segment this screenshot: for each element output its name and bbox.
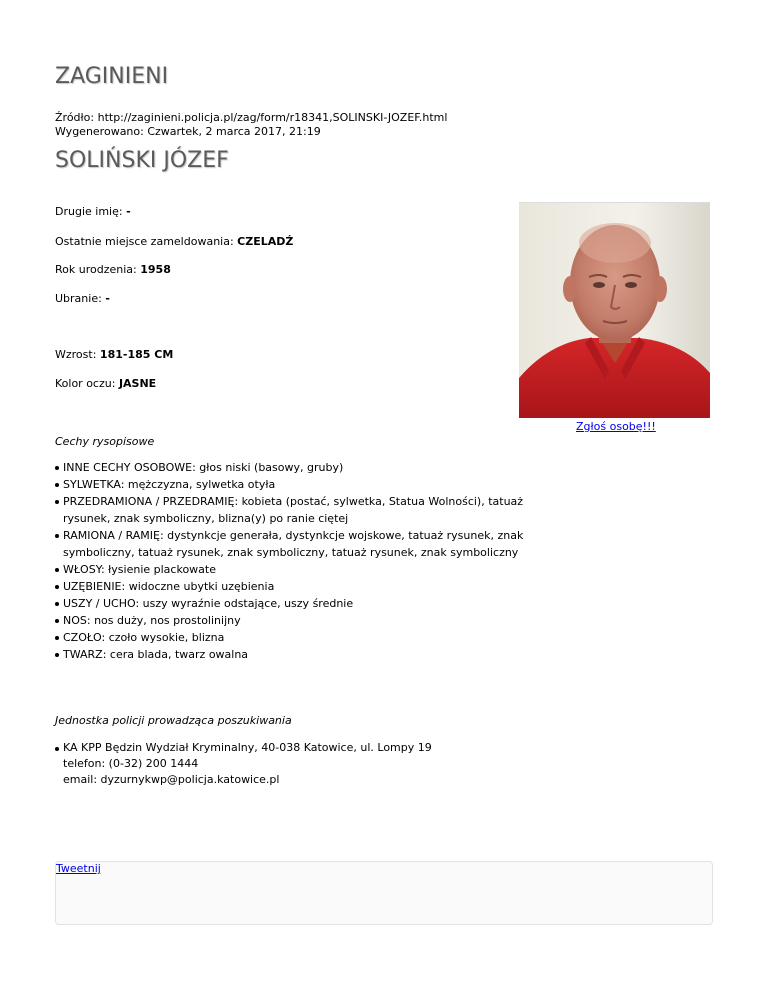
field-birth-year	[55, 263, 171, 276]
generated-line	[55, 125, 447, 139]
report-person-link[interactable]: Zgłoś osobę!!!	[576, 420, 656, 433]
list-item: WŁOSY: łysienie plackowate	[55, 561, 525, 578]
field-height	[55, 348, 173, 361]
field-value: JASNE	[118, 377, 157, 390]
list-item: USZY / UCHO: uszy wyraźnie odstające, uszy średnie	[55, 595, 525, 612]
list-item: TWARZ: cera blada, twarz owalna	[55, 646, 525, 663]
list-item: CZOŁO: czoło wysokie, blizna	[55, 629, 525, 646]
list-item: SYLWETKA: mężczyzna, sylwetka otyła	[55, 476, 525, 493]
list-item: PRZEDRAMIONA / PRZEDRAMIĘ: kobieta (postać, sylwetka, Statua Wolności), tatuaż rysunek, znak symboliczny, blizna(y) po ranie ciętej	[55, 493, 525, 527]
site-title: ZAGINIENI	[55, 64, 169, 89]
list-item: UZĘBIENIE: widoczne ubytki uzębienia	[55, 578, 525, 595]
field-label: Ubranie:	[55, 292, 102, 305]
field-residence	[55, 235, 293, 248]
source-label: Źródło:	[55, 111, 95, 124]
field-label: Wzrost:	[55, 348, 97, 361]
tweet-link[interactable]: Tweetnij	[56, 862, 101, 875]
person-name: SOLIŃSKI JÓZEF	[55, 148, 229, 173]
police-unit-title: Jednostka policji prowadząca poszukiwania	[55, 714, 292, 727]
features-list	[55, 459, 525, 663]
list-item: INNE CECHY OSOBOWE: głos niski (basowy, gruby)	[55, 459, 525, 476]
police-unit-name: KA KPP Będzin Wydział Kryminalny, 40-038 Katowice, ul. Lompy 19	[55, 740, 525, 756]
field-second-name	[55, 205, 131, 218]
police-unit-email: email: dyzurnykwp@policja.katowice.pl	[63, 773, 280, 786]
source-meta	[55, 111, 447, 139]
field-value: -	[126, 205, 131, 218]
field-value: -	[105, 292, 110, 305]
source-url: http://zaginieni.policja.pl/zag/form/r18341,SOLINSKI-JOZEF.html	[97, 111, 448, 124]
field-value: 181-185 CM	[99, 348, 174, 361]
list-item: RAMIONA / RAMIĘ: dystynkcje generała, dystynkcje wojskowe, tatuaż rysunek, znak symboliczny, tatuaż rysunek, znak symboliczny, tatuaż rysunek, znak symboliczny	[55, 527, 525, 561]
field-value: CZELADŹ	[237, 235, 294, 248]
person-photo	[519, 202, 710, 418]
generated-value: Czwartek, 2 marca 2017, 21:19	[147, 125, 321, 138]
features-title: Cechy rysopisowe	[55, 435, 155, 448]
source-line	[55, 111, 447, 125]
field-label: Drugie imię:	[55, 205, 123, 218]
field-label: Kolor oczu:	[55, 377, 116, 390]
field-eye-color	[55, 377, 156, 390]
field-clothes	[55, 292, 110, 305]
generated-label: Wygenerowano:	[55, 125, 144, 138]
field-label: Ostatnie miejsce zameldowania:	[55, 235, 234, 248]
police-unit	[55, 740, 525, 788]
share-box	[55, 861, 713, 925]
field-label: Rok urodzenia:	[55, 263, 137, 276]
field-value: 1958	[140, 263, 171, 276]
police-unit-phone: telefon: (0-32) 200 1444	[63, 757, 199, 770]
list-item: NOS: nos duży, nos prostolinijny	[55, 612, 525, 629]
